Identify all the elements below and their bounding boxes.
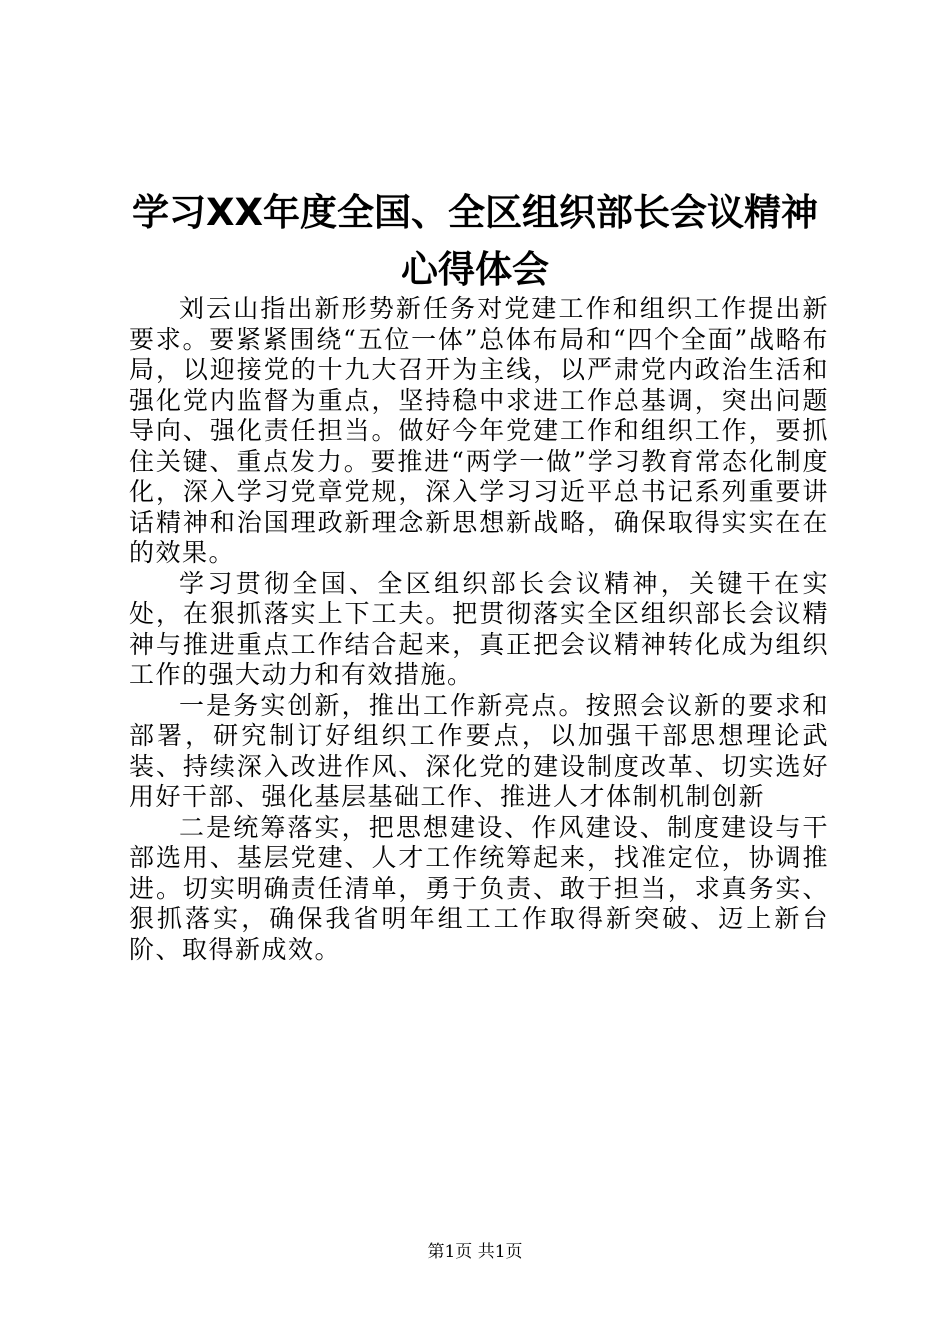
- document-body: [129, 294, 829, 965]
- page-footer: 第1页 共1页: [427, 1242, 523, 1262]
- paragraph-1: 刘云山指出新形势新任务对党建工作和组织工作提出新要求。要紧紧围绕“五位一体”总体布局和“四个全面”战略布局，以迎接党的十九大召开为主线，以严肃党内政治生活和强化党内监督为重点，坚持稳中求进工作总基调，突出问题导向、强化责任担当。做好今年党建工作和组织工作，要抓住关键、重点发力。要推进“两学一做”学习教育常态化制度化，深入学习党章党规，深入学习习近平总书记系列重要讲话精神和治国理政新理念新思想新战略，确保取得实实在在的效果。: [129, 294, 829, 567]
- paragraph-4: 二是统筹落实，把思想建设、作风建设、制度建设与干部选用、基层党建、人才工作统筹起来，找准定位，协调推进。切实明确责任清单，勇于负责、敢于担当，求真务实、狠抓落实，确保我省明年组工工作取得新突破、迈上新台阶、取得新成效。: [129, 812, 829, 964]
- paragraph-3: 一是务实创新，推出工作新亮点。按照会议新的要求和部署，研究制订好组织工作要点，以加强干部思想理论武装、持续深入改进作风、深化党的建设制度改革、切实选好用好干部、强化基层基础工作、推进人才体制机制创新: [129, 690, 829, 811]
- paragraph-2: 学习贯彻全国、全区组织部长会议精神，关键干在实处，在狠抓落实上下工夫。把贯彻落实全区组织部长会议精神与推进重点工作结合起来，真正把会议精神转化成为组织工作的强大动力和有效措施。: [129, 568, 829, 689]
- document-title: 学习XX年度全国、全区组织部长会议精神心得体会: [131, 191, 819, 291]
